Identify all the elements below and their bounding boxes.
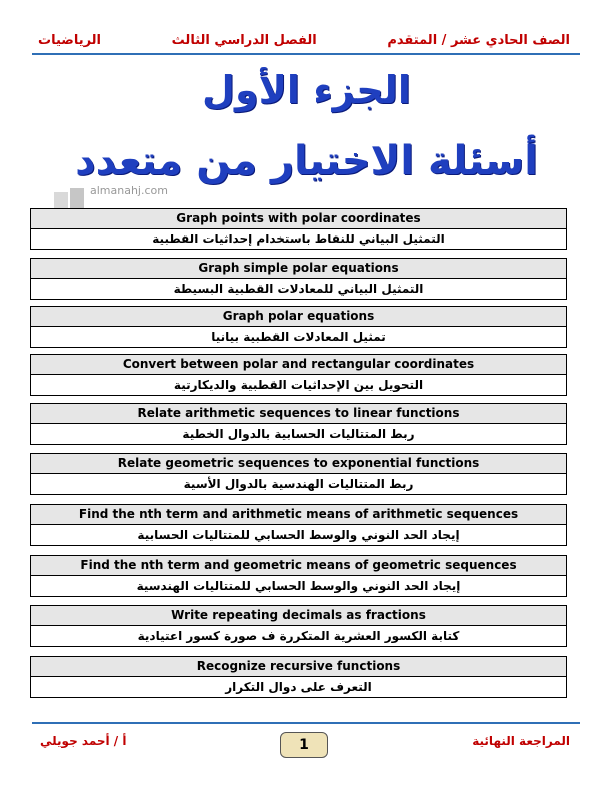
header-semester: الفصل الدراسي الثالث <box>171 32 317 48</box>
header-divider <box>32 53 580 55</box>
footer-label: المراجعة النهائية <box>472 734 570 748</box>
watermark-site: almanahj.com <box>90 184 168 197</box>
objective-ar: التمثيل البياني للنقاط باستخدام إحداثيات القطبية <box>152 232 445 246</box>
objective-en: Write repeating decimals as fractions <box>31 606 566 626</box>
objective-ar: ربط المتتاليات الهندسية بالدوال الأسية <box>183 477 414 491</box>
objective-item <box>30 656 567 698</box>
footer-author: أ / أحمد جويلي <box>40 734 127 748</box>
objective-ar: التمثيل البياني للمعادلات القطبية البسيطة <box>173 282 424 296</box>
objective-en: Relate geometric sequences to exponential functions <box>31 454 566 474</box>
objective-ar: إيجاد الحد النوني والوسط الحسابي للمتتاليات الهندسية <box>136 579 461 593</box>
objective-en: Recognize recursive functions <box>31 657 566 677</box>
objective-item <box>30 258 567 300</box>
objective-ar: التحويل بين الإحداثيات القطبية والديكارتية <box>173 378 424 392</box>
objective-item <box>30 605 567 647</box>
objective-en: Relate arithmetic sequences to linear functions <box>31 404 566 424</box>
footer-divider <box>32 722 580 724</box>
objective-item <box>30 403 567 445</box>
objective-item <box>30 453 567 495</box>
part-title: الجزء الأول <box>202 68 411 112</box>
page-number: 1 <box>280 732 328 758</box>
objective-en: Convert between polar and rectangular coordinates <box>31 355 566 375</box>
objective-en: Find the nth term and arithmetic means of arithmetic sequences <box>31 505 566 525</box>
objective-item <box>30 306 567 348</box>
objective-ar: التعرف على دوال التكرار <box>225 680 372 694</box>
objective-item <box>30 354 567 396</box>
objective-en: Find the nth term and geometric means of geometric sequences <box>31 556 566 576</box>
page-header <box>38 30 570 50</box>
header-grade: الصف الحادي عشر / المتقدم <box>387 32 570 48</box>
section-title: أسئلة الاختيار من متعدد <box>75 138 538 184</box>
objective-en: Graph points with polar coordinates <box>31 209 566 229</box>
objective-item <box>30 504 567 546</box>
objective-en: Graph polar equations <box>31 307 566 327</box>
objective-item <box>30 555 567 597</box>
objective-ar: كتابة الكسور العشرية المتكررة ف صورة كسور اعتيادية <box>137 629 460 643</box>
objective-ar: إيجاد الحد النوني والوسط الحسابي للمتتاليات الحسابية <box>137 528 460 542</box>
objective-en: Graph simple polar equations <box>31 259 566 279</box>
header-subject: الرياضيات <box>38 32 102 48</box>
objective-ar: تمثيل المعادلات القطبية بيانيا <box>211 330 386 344</box>
objective-ar: ربط المتتاليات الحسابية بالدوال الخطية <box>182 427 415 441</box>
objective-item <box>30 208 567 250</box>
